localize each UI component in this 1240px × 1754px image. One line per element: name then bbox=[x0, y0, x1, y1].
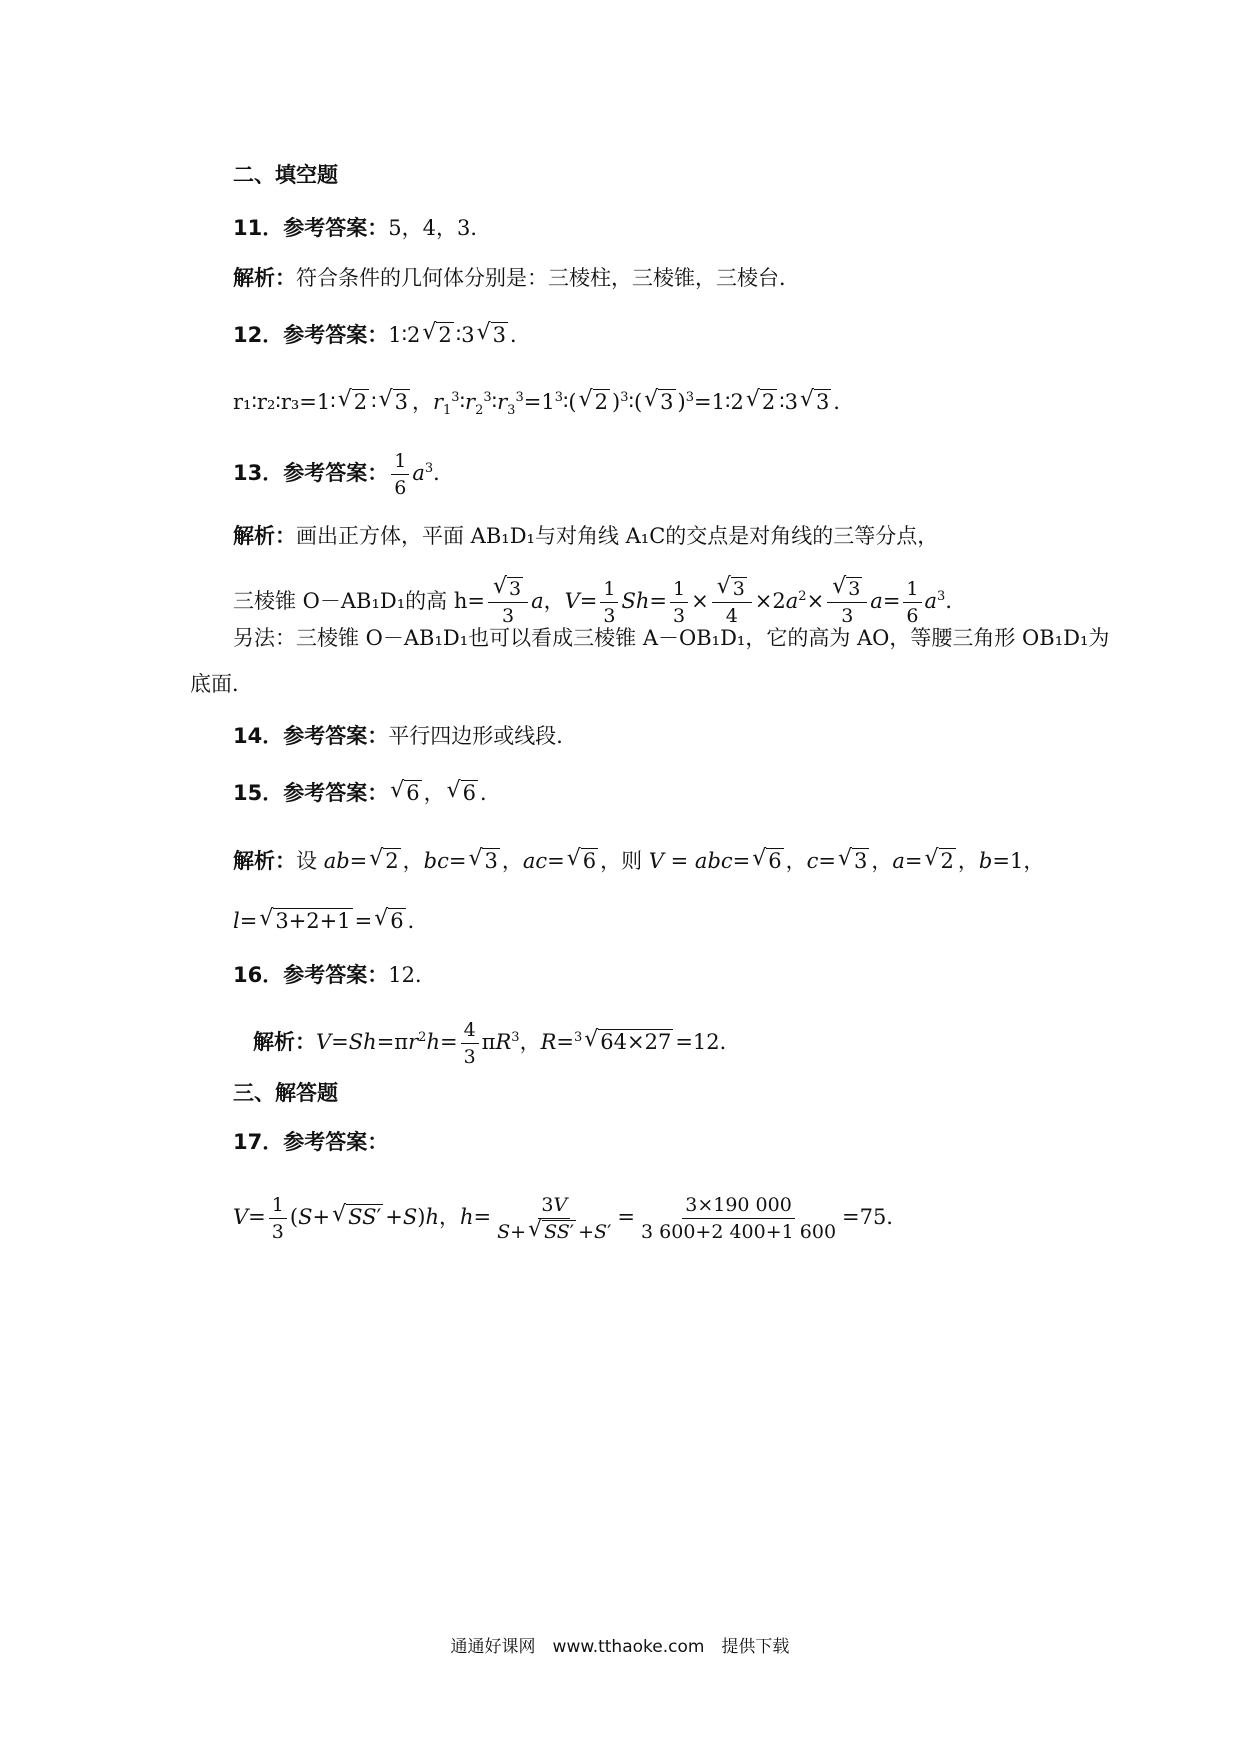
q13-label: 13．参考答案： bbox=[233, 461, 389, 485]
q16-analysis-line bbox=[253, 1017, 741, 1070]
q11-answer-line bbox=[233, 213, 491, 243]
q13-analysis-label: 解析： bbox=[233, 524, 296, 548]
q15-label: 15．参考答案： bbox=[233, 781, 389, 805]
q14-answer: 平行四边形或线段． bbox=[388, 724, 578, 748]
q16-label: 16．参考答案： bbox=[233, 963, 389, 987]
q17-formula-line bbox=[233, 1192, 907, 1245]
q12-ratio-prefix: r₁∶r₂∶r₃=1∶ bbox=[233, 390, 336, 414]
q16-analysis-label: 解析： bbox=[253, 1030, 316, 1054]
q15-analysis-label: 解析： bbox=[233, 849, 296, 873]
q13-analysis-line-4 bbox=[190, 669, 253, 699]
q15-analysis-line-1 bbox=[233, 846, 1044, 876]
q13-analysis-3: 另法：三棱锥 O－AB₁D₁也可以看成三棱锥 A－OB₁D₁，它的高为 AO，等腰三角形 OB₁D₁为 bbox=[233, 626, 1110, 650]
q17-answer-line bbox=[233, 1127, 388, 1157]
q17-result: =75． bbox=[842, 1205, 908, 1229]
q12-ratio-formula: √ 2 ∶√ 3 ，$r_1^3∶r_2^3∶r_3^3=1^3∶(√$ 2 )$^3$∶(√ 3 )$^3$=1∶2√ 2 ∶3√ 3 ． bbox=[336, 390, 855, 414]
q16-answer: 12． bbox=[388, 963, 436, 987]
section-heading-fill-in: 二、填空题 bbox=[233, 163, 338, 187]
q11-analysis-line bbox=[233, 263, 800, 293]
q13-answer-fraction: $\frac{1}{6}$ bbox=[391, 448, 409, 501]
q14-answer-line bbox=[233, 721, 577, 751]
q17-numerator: 3×190 000 bbox=[682, 1192, 795, 1219]
q11-analysis-label: 解析： bbox=[233, 266, 296, 290]
footer-credit: 通通好课网 www.tthaoke.com 提供下载 bbox=[450, 1637, 790, 1657]
q13-volume-formula: √ $\frac{3}{3}$ a，V= $\frac{1}{3}$ Sh= $\frac{1}{3}$ × √ $\frac{3}{4}$ $\times 2a^2\times$ √ $\frac{3}{3}$ a= $\frac{1}{6}$ $a^3$． bbox=[485, 589, 966, 613]
q15-analysis-line-2 bbox=[233, 906, 429, 936]
q12-analysis-line bbox=[233, 383, 854, 426]
q11-analysis: 符合条件的几何体分别是：三棱柱，三棱锥，三棱台． bbox=[296, 266, 800, 290]
q13-analysis-4: 底面． bbox=[190, 672, 253, 696]
section-heading-answer: 三、解答题 bbox=[233, 1081, 338, 1105]
q12-answer-formula: 1∶2√ 2 ∶3√ 3 ． bbox=[388, 323, 531, 347]
q13-analysis-line-3 bbox=[233, 623, 1109, 653]
q13-analysis-1: 画出正方体，平面 AB₁D₁与对角线 A₁C的交点是对角线的三等分点， bbox=[296, 524, 939, 548]
q17-label: 17．参考答案： bbox=[233, 1130, 389, 1154]
q13-answer-line: 13．参考答案： $\frac{1}{6}$ $a^3$． bbox=[233, 450, 455, 499]
q16-answer-line bbox=[233, 960, 436, 990]
q15-answer-formula: √ 6 ，√ 6 ． bbox=[388, 781, 501, 805]
q13-analysis-line-2 bbox=[233, 576, 966, 629]
q13-answer-var: a bbox=[412, 461, 425, 485]
q12-answer-line bbox=[233, 320, 531, 350]
q12-label: 12．参考答案： bbox=[233, 323, 389, 347]
q15-analysis-formula-2: l=√ 3+2+1 =√ 6 ． bbox=[233, 909, 429, 933]
q13-analysis-line-1 bbox=[233, 521, 938, 551]
q11-label: 11．参考答案： bbox=[233, 216, 389, 240]
q15-analysis-formula-1: 设 ab=√ 2 ，bc=√ 3 ，ac=√ 6 ，则 V = abc=√ 6 ，c=√ 3 ，a=√ 2 ，b=1， bbox=[296, 849, 1044, 873]
q16-analysis-formula: $V=Sh=\pi r^2h=$ $\frac{4}{3}$ $\pi R^3$，R=$^3$√ 64×27 =12． bbox=[316, 1030, 741, 1054]
q15-answer-line bbox=[233, 778, 501, 808]
q17-formula: V= $\frac{1}{3}$ (S+√ SS′ +S)h，h= $\frac{3V}{S+√ SS' +S'}$ = $\frac{3\times 190 000}{3 600+2 400+1 600}$ bbox=[233, 1205, 842, 1229]
q11-answer: 5，4，3． bbox=[388, 216, 492, 240]
q13-analysis-2-prefix: 三棱锥 O－AB₁D₁的高 h= bbox=[233, 589, 485, 613]
q14-label: 14．参考答案： bbox=[233, 724, 389, 748]
q17-denominator: 3 600+2 400+1 600 bbox=[641, 1221, 837, 1243]
